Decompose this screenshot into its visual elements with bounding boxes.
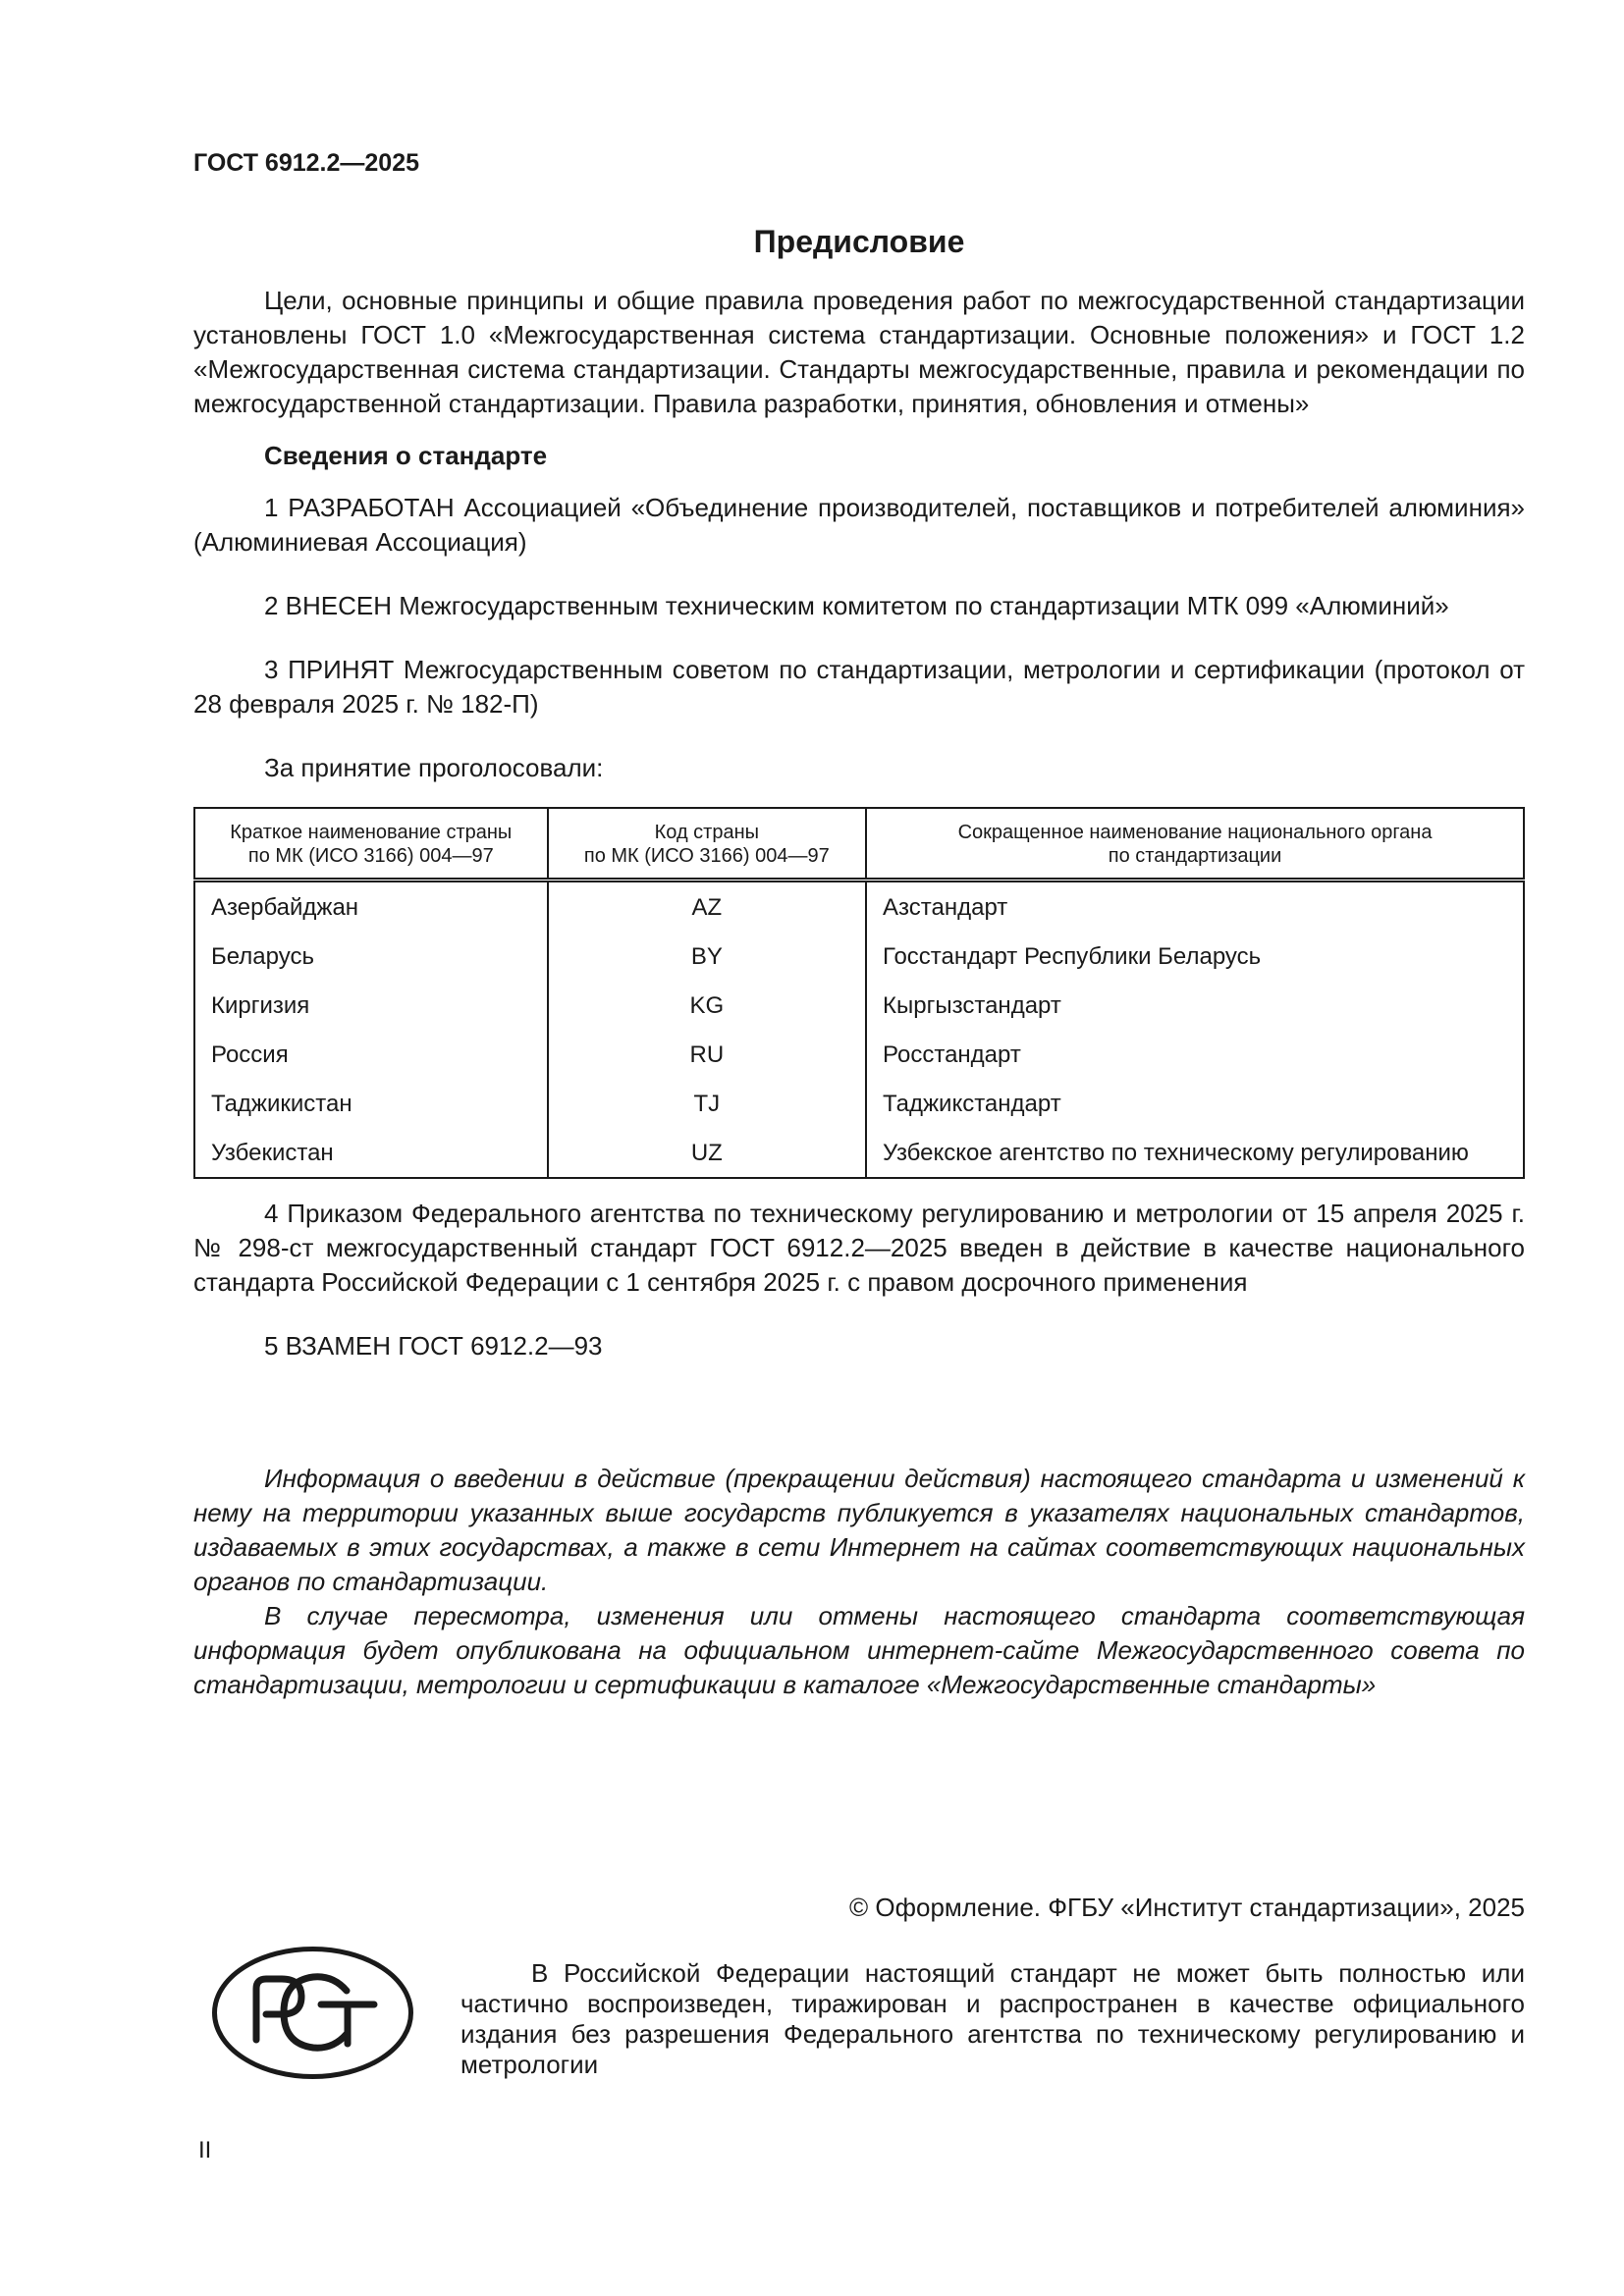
item-order: 4 Приказом Федерального агентства по техническому регулированию и метрологии от 15 апреля 2025 г. № 298-ст межгосударственный стандарт ГОСТ 6912.2—2025 введен в действие в качестве национального стандарта Российской Федерации с 1 сентября 2025 г. с правом досрочного применения bbox=[193, 1199, 1525, 1297]
page-number: II bbox=[198, 2137, 212, 2163]
cell-country: Таджикистан bbox=[194, 1079, 548, 1128]
table-row bbox=[194, 981, 1524, 1030]
voted-label: За принятие проголосовали: bbox=[264, 753, 604, 782]
table-row bbox=[194, 932, 1524, 981]
copyright-line: © Оформление. ФГБУ «Институт стандартизации», 2025 bbox=[849, 1893, 1525, 1922]
header-country-name-line2: по МК (ИСО 3166) 004—97 bbox=[247, 845, 494, 867]
info-block bbox=[193, 1462, 1525, 1702]
cell-code: UZ bbox=[548, 1128, 866, 1178]
cell-code: KG bbox=[548, 981, 866, 1030]
cell-body: Узбекское агентство по техническому регулированию bbox=[866, 1128, 1524, 1178]
header-country-code-line1: Код страны bbox=[654, 822, 760, 843]
info-paragraph-1: Информация о введении в действие (прекращении действия) настоящего стандарта и изменений к нему на территории указанных выше государств публикуется в указателях национальных стандартов, издаваемых в этих государствах, а также в сети Интернет на сайтах соответствующих национальных органов по стандартизации. bbox=[193, 1464, 1525, 1596]
cell-body: Таджикстандарт bbox=[866, 1079, 1524, 1128]
table-row bbox=[194, 1079, 1524, 1128]
item-replaces: 5 ВЗАМЕН ГОСТ 6912.2—93 bbox=[264, 1331, 603, 1361]
table-row bbox=[194, 881, 1524, 933]
intro-paragraph: Цели, основные принципы и общие правила проведения работ по межгосударственной стандартизации установлены ГОСТ 1.0 «Межгосударственная система стандартизации. Основные положения» и ГОСТ 1.2 «Межгосударственная система стандартизации. Стандарты межгосударственные, правила и рекомендации по межгосударственной стандартизации. Правила разработки, принятия, обновления и отмены» bbox=[193, 286, 1525, 418]
document-code-header: ГОСТ 6912.2—2025 bbox=[193, 149, 420, 177]
table-header-row bbox=[194, 808, 1524, 881]
cell-code: RU bbox=[548, 1030, 866, 1079]
header-national-body-line1: Сокращенное наименование национального органа bbox=[957, 822, 1433, 843]
standard-info-subheading: Сведения о стандарте bbox=[264, 441, 548, 470]
table-row bbox=[194, 1030, 1524, 1079]
cell-country: Россия bbox=[194, 1030, 548, 1079]
header-country-code-line2: по МК (ИСО 3166) 004—97 bbox=[583, 845, 830, 867]
header-national-body bbox=[866, 808, 1524, 881]
header-country-code bbox=[548, 808, 866, 881]
header-national-body-line2: по стандартизации bbox=[1108, 845, 1282, 867]
cell-code: BY bbox=[548, 932, 866, 981]
cell-country: Азербайджан bbox=[194, 881, 548, 933]
cell-body: Кыргызстандарт bbox=[866, 981, 1524, 1030]
header-country-name-line1: Краткое наименование страны bbox=[230, 822, 513, 843]
item-adopted: 3 ПРИНЯТ Межгосударственным советом по стандартизации, метрологии и сертификации (протокол от 28 февраля 2025 г. № 182-П) bbox=[193, 655, 1525, 719]
table-row bbox=[194, 1128, 1524, 1178]
cell-country: Узбекистан bbox=[194, 1128, 548, 1178]
cell-code: TJ bbox=[548, 1079, 866, 1128]
cell-code: AZ bbox=[548, 881, 866, 933]
reproduction-notice-text: В Российской Федерации настоящий стандарт не может быть полностью или частично воспроизведен, тиражирован и распространен в качестве официального издания без разрешения Федерального агентства по техническому регулированию и метрологии bbox=[460, 1958, 1525, 2079]
item-submitted: 2 ВНЕСЕН Межгосударственным техническим комитетом по стандартизации МТК 099 «Алюминий» bbox=[264, 591, 1449, 620]
page-title: Предисловие bbox=[753, 224, 965, 259]
item-developed: 1 РАЗРАБОТАН Ассоциацией «Объединение производителей, поставщиков и потребителей алюминия» (Алюминиевая Ассоциация) bbox=[193, 493, 1525, 557]
voting-countries-table bbox=[193, 807, 1525, 1179]
cell-body: Росстандарт bbox=[866, 1030, 1524, 1079]
cell-body: Госстандарт Республики Беларусь bbox=[866, 932, 1524, 981]
rst-certification-mark-icon bbox=[211, 1946, 414, 2080]
header-country-name bbox=[194, 808, 548, 881]
cell-country: Киргизия bbox=[194, 981, 548, 1030]
info-paragraph-2: В случае пересмотра, изменения или отмены настоящего стандарта соответствующая информация будет опубликована на официальном интернет-сайте Межгосударственного совета по стандартизации, метрологии и сертификации в каталоге «Межгосударственные стандарты» bbox=[193, 1601, 1525, 1699]
cell-body: Азстандарт bbox=[866, 881, 1524, 933]
cell-country: Беларусь bbox=[194, 932, 548, 981]
preface-body bbox=[193, 284, 1525, 1702]
reproduction-notice bbox=[460, 1958, 1525, 2080]
